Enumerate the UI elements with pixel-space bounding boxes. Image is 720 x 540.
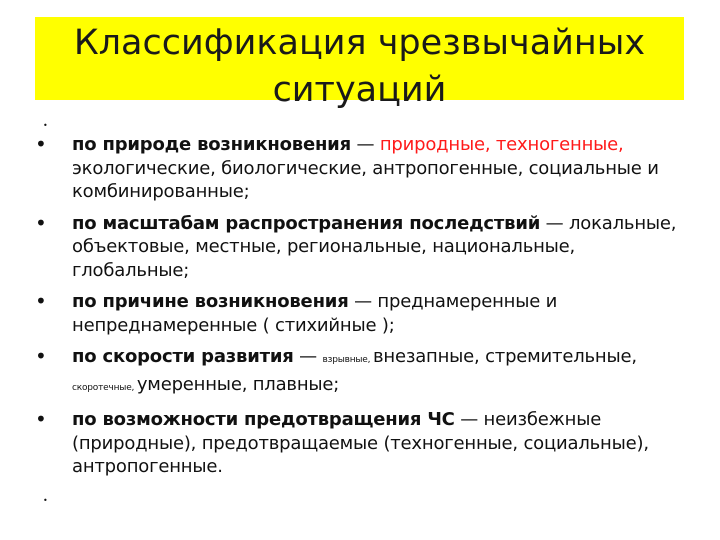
empty-list-item bbox=[35, 112, 695, 130]
empty-list-item bbox=[35, 487, 695, 505]
item-dash: — bbox=[293, 346, 323, 367]
classification-list bbox=[35, 112, 695, 508]
bullet-icon: • bbox=[43, 121, 48, 130]
item-small-text: скоротечные, bbox=[72, 382, 137, 393]
bullet-icon: • bbox=[35, 289, 47, 313]
list-item-prevention bbox=[35, 408, 695, 479]
item-text: преднамеренные и непреднамеренные ( стихийные ); bbox=[72, 291, 558, 336]
item-text: неизбежные (природные), предотвращаемые (техногенные, социальные), антропогенные. bbox=[72, 409, 649, 477]
item-highlight: природные, техногенные, bbox=[379, 134, 624, 155]
slide-title: Классификация чрезвычайных ситуаций bbox=[73, 23, 646, 110]
item-dash: — bbox=[540, 212, 569, 234]
bullet-icon: • bbox=[43, 495, 48, 505]
item-text: экологические, биологические, антропогенные, социальные и комбинированные; bbox=[72, 157, 659, 202]
item-text: локальные, объектовые, местные, региональные, национальные, глобальные; bbox=[72, 212, 677, 281]
bullet-icon: • bbox=[35, 344, 47, 368]
bullet-icon: • bbox=[35, 210, 47, 235]
list-item-speed bbox=[35, 345, 695, 400]
item-dash: — bbox=[350, 134, 380, 155]
item-label: по скорости развития bbox=[72, 346, 294, 367]
list-item-cause bbox=[35, 290, 695, 337]
item-label: по природе возникновения bbox=[72, 134, 351, 155]
list-item-origin bbox=[35, 133, 695, 204]
bullet-icon: • bbox=[35, 407, 47, 431]
item-dash: — bbox=[348, 291, 378, 312]
list-item-scale bbox=[35, 212, 695, 283]
item-small-text: взрывные, bbox=[322, 355, 373, 365]
item-label: по возможности предотвращения ЧС bbox=[72, 409, 455, 430]
item-text: внезапные, стремительные, bbox=[372, 346, 637, 367]
item-label: по масштабам распространения последствий bbox=[72, 212, 541, 234]
item-dash: — bbox=[454, 409, 484, 430]
item-text: умеренные, плавные; bbox=[136, 373, 340, 395]
bullet-icon: • bbox=[35, 132, 47, 156]
item-label: по причине возникновения bbox=[72, 291, 349, 312]
